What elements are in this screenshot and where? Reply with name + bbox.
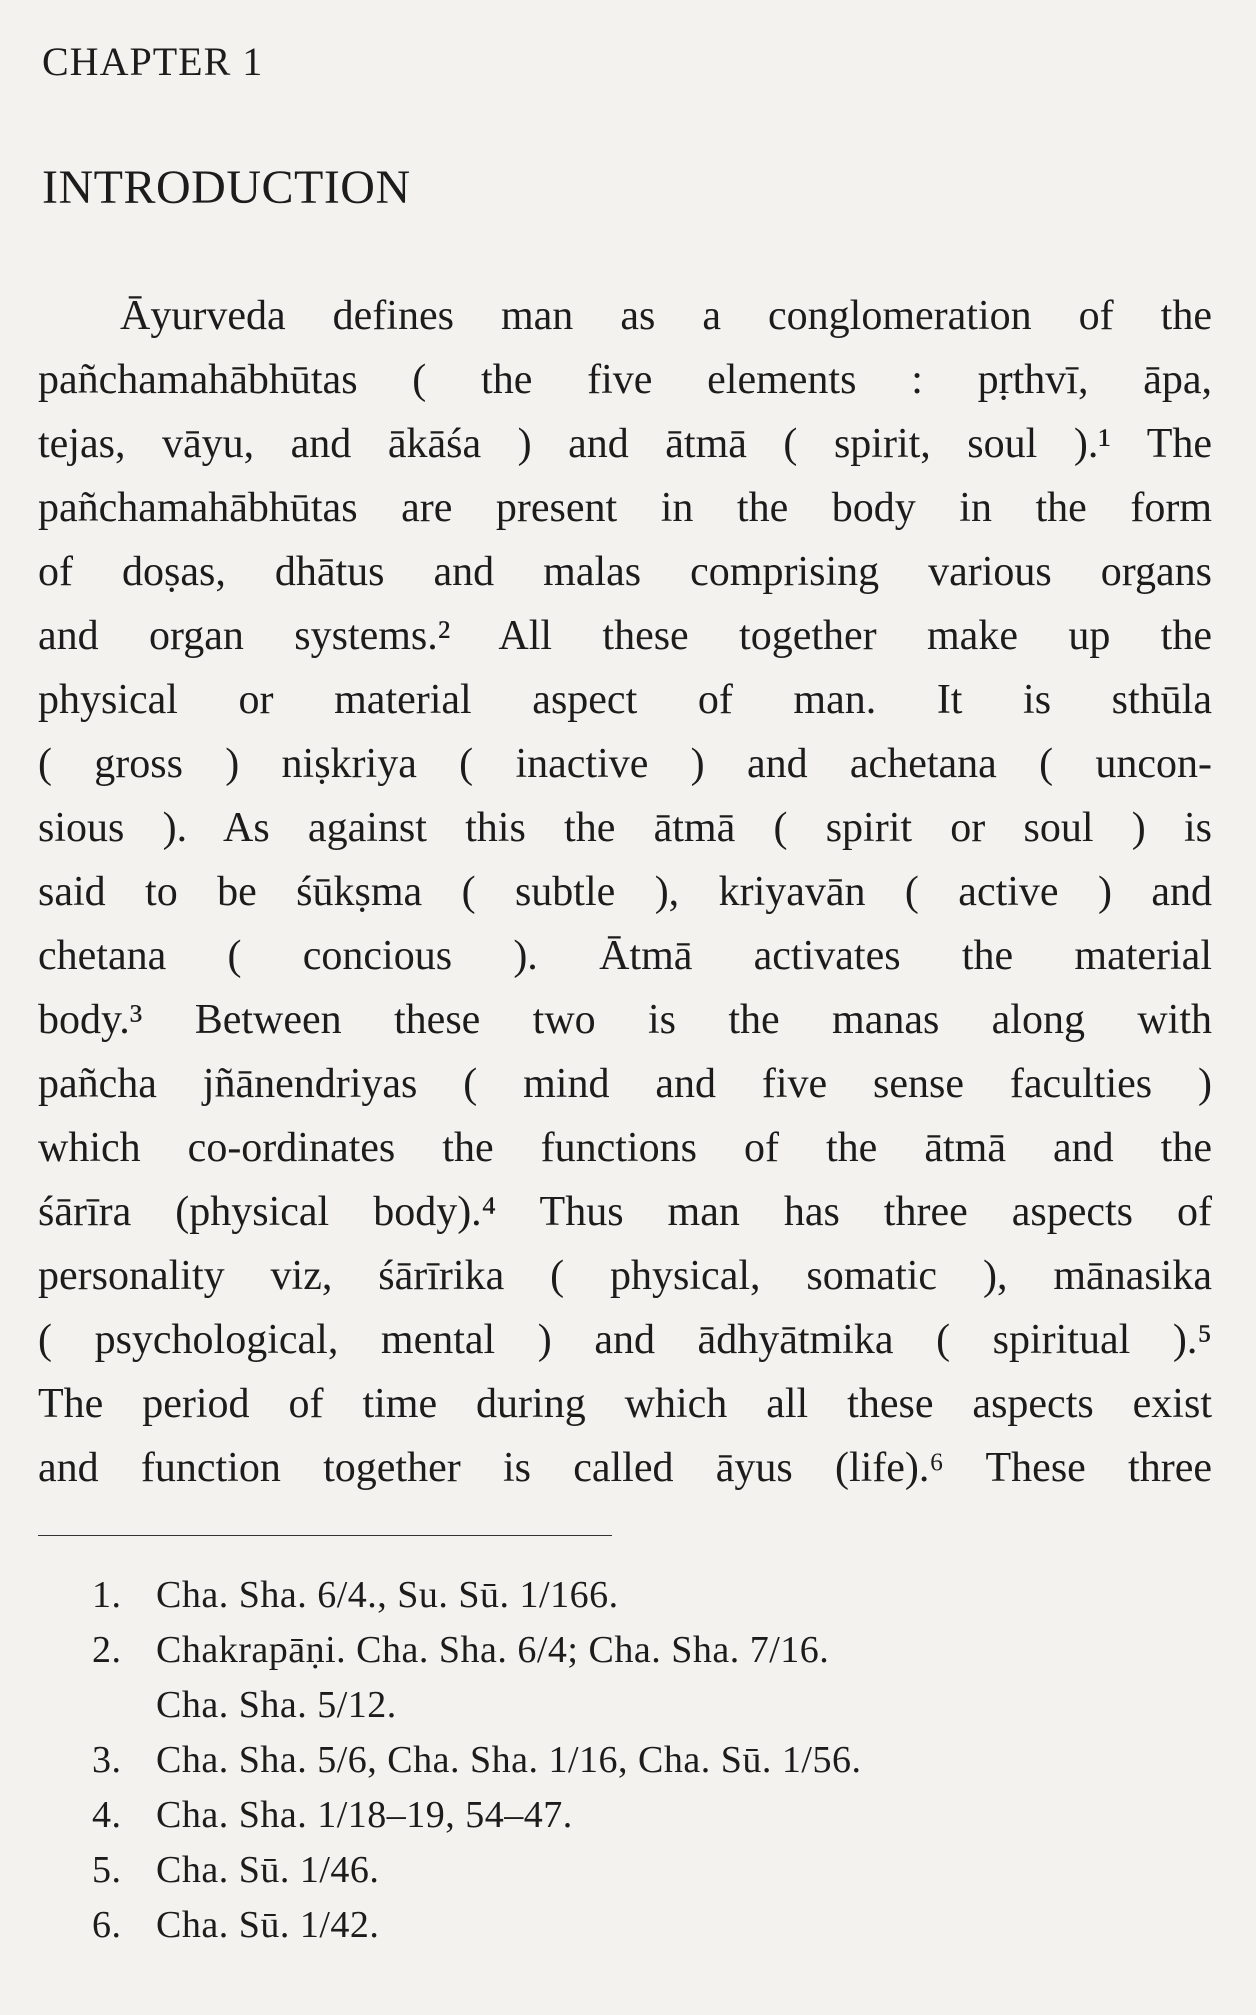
footnote-item (92, 1843, 1092, 1898)
footnote-text: Cha. Sha. 6/4., Su. Sū. 1/166. (156, 1574, 619, 1616)
footnote-text: Cha. Sha. 5/6, Cha. Sha. 1/16, Cha. Sū. 1/56. (156, 1739, 862, 1781)
body-line: pañchamahābhūtas are present in the body in the form (38, 485, 1212, 531)
body-line: chetana ( concious ). Ātmā activates the material (38, 933, 1212, 979)
footnote-number: 1. (92, 1574, 122, 1616)
footnote-item (92, 1898, 1092, 1953)
footnote-item (92, 1623, 1092, 1733)
chapter-label: CHAPTER 1 (42, 39, 264, 84)
body-line: ( gross ) niṣkriya ( inactive ) and achetana ( uncon- (38, 741, 1212, 787)
footnote-item (92, 1568, 1092, 1623)
body-line: pañchamahābhūtas ( the five elements : pṛthvī, āpa, (38, 357, 1212, 403)
footnote-number: 2. (92, 1629, 122, 1671)
body-line: of doṣas, dhātus and malas comprising various organs (38, 549, 1212, 595)
footnote-continuation: Cha. Sha. 5/12. (156, 1684, 397, 1726)
footnote-divider (38, 1535, 612, 1536)
body-line: body.³ Between these two is the manas along with (38, 997, 1212, 1043)
body-line: personality viz, śārīrika ( physical, somatic ), mānasika (38, 1253, 1212, 1299)
footnote-text: Cha. Sha. 1/18–19, 54–47. (156, 1794, 573, 1836)
footnote-text: Cha. Sū. 1/46. (156, 1849, 380, 1891)
body-line: śārīra (physical body).⁴ Thus man has three aspects of (38, 1189, 1212, 1235)
footnote-text: Cha. Sū. 1/42. (156, 1904, 380, 1946)
body-line: pañcha jñānendriyas ( mind and five sense faculties ) (38, 1061, 1212, 1107)
body-line: and organ systems.² All these together make up the (38, 613, 1212, 659)
footnote-item (92, 1788, 1092, 1843)
footnote-number: 4. (92, 1794, 122, 1836)
body-line: which co-ordinates the functions of the ātmā and the (38, 1125, 1212, 1171)
section-title: INTRODUCTION (42, 161, 411, 214)
footnote-number: 3. (92, 1739, 122, 1781)
footnote-list (92, 1568, 1092, 1953)
footnote-item (92, 1733, 1092, 1788)
body-paragraph (38, 284, 1212, 1500)
body-line: sious ). As against this the ātmā ( spirit or soul ) is (38, 805, 1212, 851)
body-line: Āyurveda defines man as a conglomeration of the (120, 293, 1212, 339)
body-line: and function together is called āyus (life).⁶ These three (38, 1445, 1212, 1491)
body-line: said to be śūkṣma ( subtle ), kriyavān ( active ) and (38, 869, 1212, 915)
footnote-text: Chakrapāṇi. Cha. Sha. 6/4; Cha. Sha. 7/16. (156, 1629, 830, 1671)
body-line: physical or material aspect of man. It is sthūla (38, 677, 1212, 723)
body-line: tejas, vāyu, and ākāśa ) and ātmā ( spirit, soul ).¹ The (38, 421, 1212, 467)
body-line: ( psychological, mental ) and ādhyātmika ( spiritual ).⁵ (38, 1317, 1212, 1363)
body-line: The period of time during which all these aspects exist (38, 1381, 1212, 1427)
footnote-number: 6. (92, 1904, 122, 1946)
footnote-text-block (156, 1623, 1092, 1733)
footnote-number: 5. (92, 1849, 122, 1891)
